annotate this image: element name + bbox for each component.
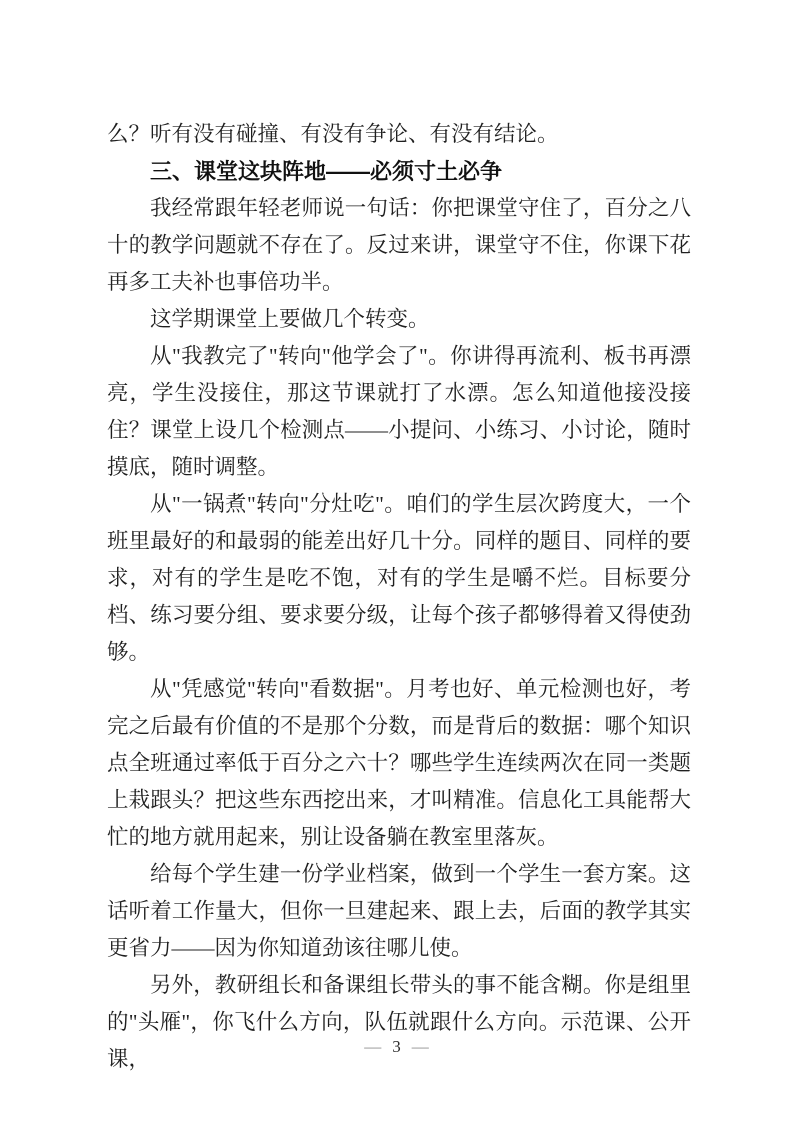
page-number: 3 bbox=[392, 1037, 401, 1056]
section-heading: 三、课堂这块阵地——必须寸土必争 bbox=[150, 159, 503, 184]
footer-dash-left: — bbox=[364, 1037, 382, 1056]
paragraph: 从"我教完了"转向"他学会了"。你讲得再流利、板书再漂亮，学生没接住，那这节课就打了水漂。怎么知道他接没接住？课堂上设几个检测点——小提问、小练习、小讨论，随时摸底，随时调整。 bbox=[107, 344, 691, 479]
paragraph: 从"凭感觉"转向"看数据"。月考也好、单元检测也好，考完之后最有价值的不是那个分数，而是背后的数据：哪个知识点全班通过率低于百分之六十？哪些学生连续两次在同一类题上栽跟头？把这些东西挖出来，才叫精准。信息化工具能帮大忙的地方就用起来，别让设备躺在教室里落灰。 bbox=[107, 677, 691, 849]
paragraph: 从"一锅煮"转向"分灶吃"。咱们的学生层次跨度大，一个班里最好的和最弱的能差出好几十分。同样的题目、同样的要求，对有的学生是吃不饱，对有的学生是嚼不烂。目标要分档、练习要分组、要求要分级，让每个孩子都够得着又得使劲够。 bbox=[107, 492, 691, 664]
paragraph: 么？听有没有碰撞、有没有争论、有没有结论。 bbox=[107, 122, 559, 146]
page-footer bbox=[0, 1035, 793, 1059]
paragraph: 另外，教研组长和备课组长带头的事不能含糊。你是组里的"头雁"，你飞什么方向，队伍就跟什么方向。示范课、公开课， bbox=[107, 973, 691, 1071]
paragraph: 给每个学生建一份学业档案，做到一个学生一套方案。这话听着工作量大，但你一旦建起来、跟上去，后面的教学其实更省力——因为你知道劲该往哪儿使。 bbox=[107, 862, 691, 960]
paragraph: 我经常跟年轻老师说一句话：你把课堂守住了，百分之八十的教学问题就不存在了。反过来讲，课堂守不住，你课下花再多工夫补也事倍功半。 bbox=[107, 196, 691, 294]
footer-dash-right: — bbox=[411, 1037, 429, 1056]
paragraph: 这学期课堂上要做几个转变。 bbox=[150, 307, 430, 331]
document-body bbox=[107, 116, 691, 1078]
